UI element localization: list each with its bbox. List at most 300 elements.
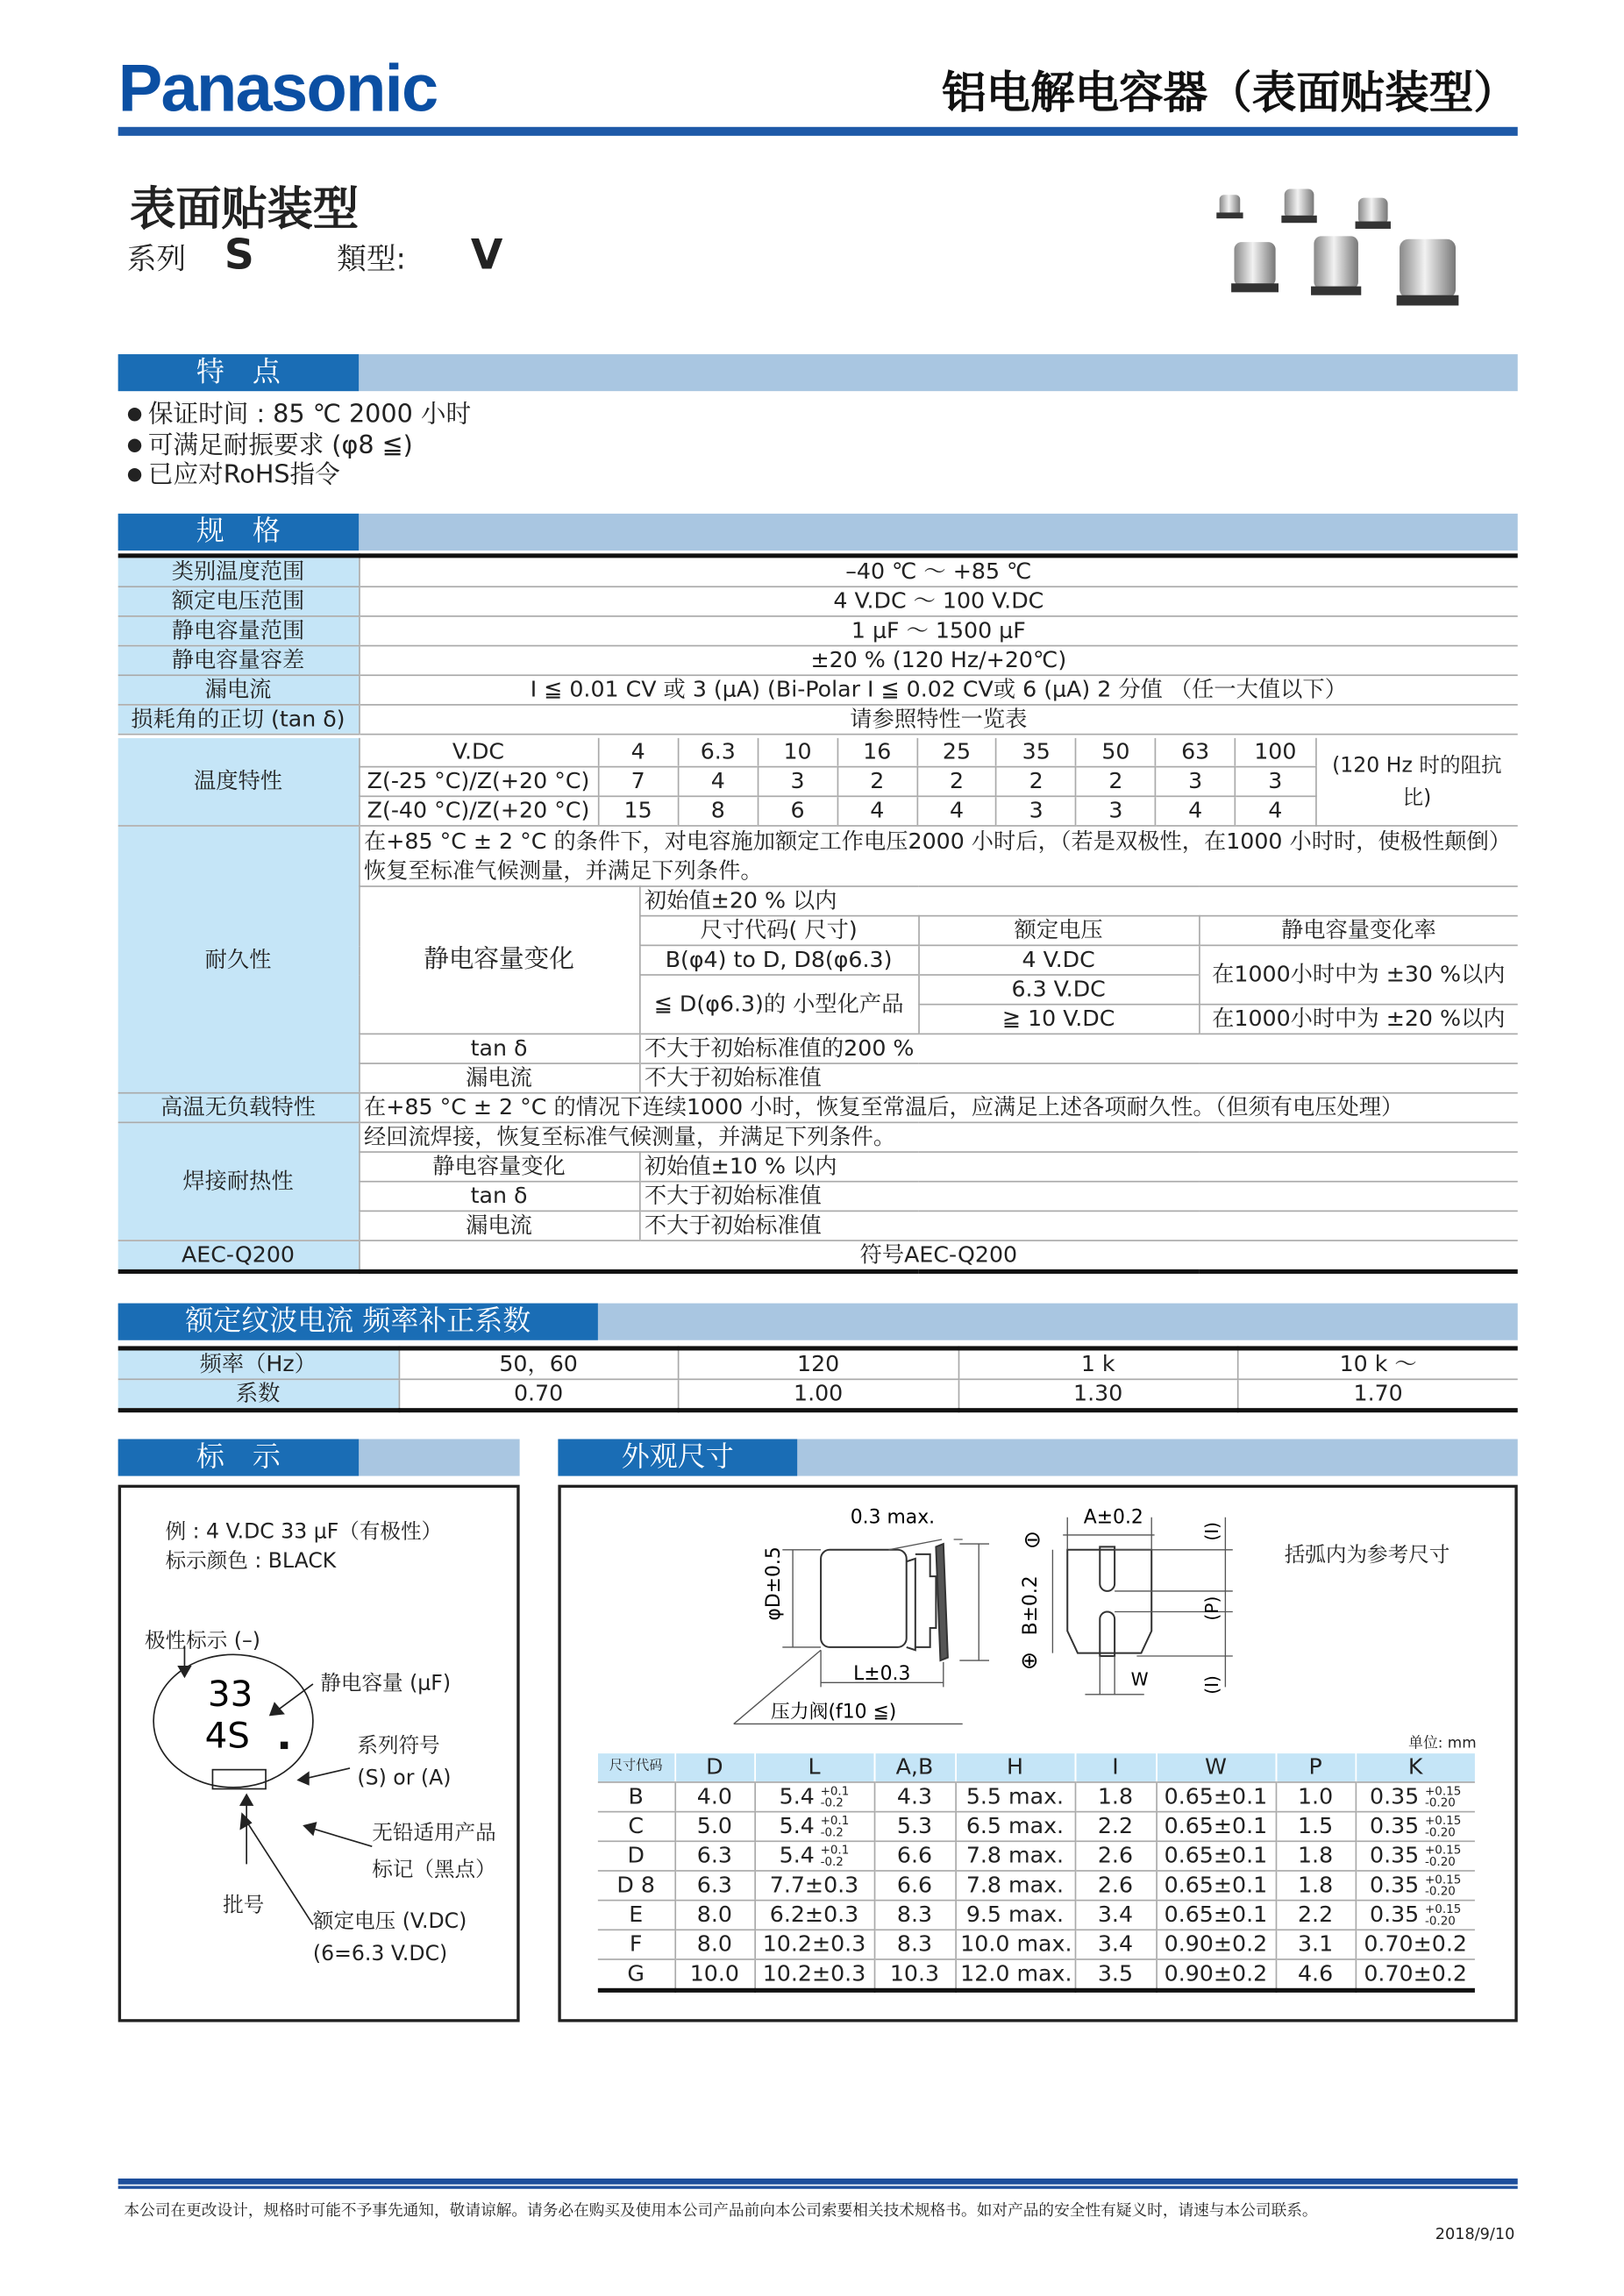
dim-cell-k <box>1356 1959 1475 1990</box>
aec-label: AEC-Q200 <box>118 1240 359 1271</box>
voltage-label-2: (6=6.3 V.DC) <box>312 1942 448 1966</box>
document-title: 铝电解电容器（表面贴装型） <box>942 68 1518 120</box>
dim-value: 0.65±0.1 <box>1164 1812 1268 1839</box>
spec-label: 漏电流 <box>118 675 359 705</box>
col-voltage: 额定电压 <box>918 916 1199 946</box>
unit-label: 单位: mm <box>1408 1735 1477 1752</box>
header-divider <box>118 127 1518 136</box>
spec-table-basic <box>118 553 1518 735</box>
terminal-top <box>1100 1546 1115 1591</box>
tolerance-lower: -0.20 <box>1424 1913 1456 1927</box>
tolerance-lower: -0.2 <box>820 1795 844 1809</box>
temp-label: 温度特性 <box>118 738 359 826</box>
dimensions-heading: 外观尺寸 <box>558 1439 797 1476</box>
dim-value: 0.65±0.1 <box>1164 1842 1268 1869</box>
minus-polarity-icon: ⊖ <box>1022 1526 1042 1553</box>
tolerance <box>1424 1842 1462 1868</box>
footer-disclaimer: 本公司在更改设计，规格时可能不予事先通知，敬请谅解。请务必在购买及使用本公司产品前向本公司索要相关技术规格书。如对产品的安全性有疑义时，请速与本公司联系。 <box>124 2201 1318 2221</box>
endurance-tan-value: 不大于初始标准值的200 % <box>639 1034 1518 1063</box>
dim-value: 8.3 <box>896 1901 933 1928</box>
dim-cell-i <box>1075 1782 1157 1812</box>
dim-value: E <box>629 1901 644 1928</box>
dim-value: 2.2 <box>1297 1901 1334 1928</box>
z40-cell: 4 <box>1236 797 1315 825</box>
reference-note: 括弧内为参考尺寸 <box>1284 1544 1450 1567</box>
series-line <box>127 231 503 280</box>
dim-cell-i <box>1075 1959 1157 1990</box>
tolerance-lower: -0.20 <box>1424 1854 1456 1868</box>
feature-item: ● 已应对RoHS指令 <box>127 460 471 491</box>
z25-label: Z(-25 °C)/Z(+20 °C) <box>359 767 598 797</box>
dim-value: D <box>627 1842 645 1869</box>
capacitor-neck <box>907 1559 915 1650</box>
dim-cell-k <box>1356 1871 1475 1901</box>
dimension-drawing <box>561 1488 1515 1753</box>
dim-value: 1.8 <box>1297 1842 1334 1869</box>
dim-value: 3.5 <box>1097 1959 1134 1987</box>
solder-label: 焊接耐热性 <box>118 1122 359 1240</box>
coef-label: 系数 <box>118 1379 399 1410</box>
z40-cell: 4 <box>837 797 917 825</box>
coef-cell: 1.00 <box>679 1379 958 1410</box>
tolerance-upper: +0.1 <box>820 1813 850 1827</box>
z40-label: Z(-40 °C)/Z(+20 °C) <box>359 796 598 826</box>
marking-heading: 标 示 <box>118 1439 359 1476</box>
dim-cell-i <box>1075 1841 1157 1871</box>
dim-cell-h <box>955 1871 1074 1901</box>
z40-cell: 8 <box>678 797 758 825</box>
dim-value: 1.8 <box>1097 1782 1134 1810</box>
capacitor-base-side <box>915 1554 937 1647</box>
capacitance-label: 静电容量 (μF) <box>320 1672 452 1696</box>
z40-cell: 15 <box>623 797 652 824</box>
footer-divider <box>118 2179 1518 2185</box>
dim-column-header: H <box>955 1753 1074 1782</box>
freq-cell: 10 k ～ <box>1238 1348 1518 1379</box>
gap-label: 0.3 max. <box>850 1506 936 1529</box>
capacitor-image <box>1216 195 1243 218</box>
dim-row <box>598 1930 1475 1959</box>
dim-column-header: I <box>1075 1753 1157 1782</box>
endurance-tan-label: tan δ <box>359 1034 639 1063</box>
dim-value: D 8 <box>616 1871 655 1899</box>
dim-cell-d <box>674 1812 754 1842</box>
dim-cell-ab <box>874 1930 956 1959</box>
features-heading: 特 点 <box>118 354 359 391</box>
leadfree-label-2: 标记（黑点） <box>372 1858 496 1882</box>
leadfree-label-1: 无铅适用产品 <box>372 1821 496 1845</box>
w-label: W <box>1130 1668 1149 1690</box>
voltage-3: ≧ 10 V.DC <box>918 1005 1199 1034</box>
dim-cell-p <box>1276 1901 1356 1930</box>
dim-cell-ab <box>874 1782 956 1812</box>
dim-cell-w <box>1156 1812 1275 1842</box>
spec-value: 4 V.DC ～ 100 V.DC <box>359 586 1518 616</box>
type-label: 類型: <box>337 240 406 276</box>
dim-cell-h <box>955 1782 1074 1812</box>
dim-cell-p <box>1276 1959 1356 1990</box>
dim-value: 0.65±0.1 <box>1164 1901 1268 1928</box>
dim-cell-i <box>1075 1871 1157 1901</box>
tolerance <box>1425 1785 1461 1809</box>
terminal-bottom <box>1100 1611 1115 1656</box>
dim-cell-k <box>1356 1782 1475 1812</box>
b-label: B±0.2 <box>1019 1575 1042 1636</box>
dim-cell-code <box>598 1812 675 1842</box>
solder-cap-value: 初始值±10 % 以内 <box>639 1152 1518 1182</box>
dim-column-header: P <box>1276 1753 1356 1782</box>
col-rate: 静电容量变化率 <box>1199 916 1518 946</box>
coef-cell: 0.70 <box>399 1379 679 1410</box>
dim-cell-d <box>674 1959 754 1990</box>
dim-value: 1.5 <box>1297 1812 1334 1839</box>
tolerance-upper: +0.1 <box>820 1842 850 1857</box>
dim-cell-w <box>1156 1959 1275 1990</box>
spec-row <box>118 616 1518 646</box>
size-1: B(φ4) to D, D8(φ6.3) <box>639 945 918 975</box>
dim-value: 0.35 <box>1370 1842 1420 1869</box>
z40-cell: 6 <box>758 797 837 825</box>
p-label: (P) <box>1200 1596 1222 1621</box>
spec-value: 1 μF ～ 1500 μF <box>359 616 1518 646</box>
z40-cell: 3 <box>996 797 1076 825</box>
rate-1: 在1000小时中为 ±30 %以内 <box>1199 945 1518 1004</box>
tolerance-upper: +0.15 <box>1424 1901 1462 1916</box>
z25-cell: 3 <box>758 767 837 795</box>
dim-value: 0.35 <box>1370 1871 1420 1899</box>
dim-value: 6.6 <box>896 1842 933 1869</box>
dim-value: 6.6 <box>896 1871 933 1899</box>
dim-value: 10.0 <box>689 1959 739 1987</box>
dim-column-header: W <box>1156 1753 1275 1782</box>
z25-cell: 2 <box>996 767 1076 795</box>
voltage-cell: 50 <box>1076 738 1156 766</box>
z40-cell: 4 <box>1156 797 1236 825</box>
dim-value: 5.4 <box>779 1782 815 1810</box>
solder-tan-label: tan δ <box>359 1182 639 1212</box>
voltage-cells <box>598 738 1315 767</box>
freq-cell: 50，60 <box>399 1348 679 1379</box>
spec-label: 类别温度范围 <box>118 556 359 586</box>
dim-row <box>598 1782 1475 1812</box>
spec-row <box>118 586 1518 616</box>
coef-cell: 1.70 <box>1238 1379 1518 1410</box>
dim-value: 1.0 <box>1297 1782 1334 1810</box>
type-value: V <box>470 230 503 280</box>
spec-value: –40 ℃ ～ +85 ℃ <box>359 556 1518 586</box>
features-list <box>127 400 471 491</box>
endurance-leak-value: 不大于初始标准值 <box>639 1063 1518 1093</box>
solder-intro: 经回流焊接，恢复至标准气候测量，并满足下列条件。 <box>359 1122 1518 1152</box>
specs-section-header <box>118 514 1518 551</box>
voltage-cell: 10 <box>758 738 837 766</box>
voltage-1: 4 V.DC <box>918 945 1199 975</box>
endurance-cap-value: 初始值±20 % 以内 <box>639 886 1518 916</box>
dim-value: 5.4 <box>779 1842 815 1869</box>
voltage-cell: 6.3 <box>678 738 758 766</box>
feature-item: ● 可满足耐振要求 (φ8 ≦) <box>127 430 471 461</box>
dim-value: 0.90±0.2 <box>1164 1930 1268 1958</box>
dim-cell-l <box>754 1782 873 1812</box>
tolerance-lower: -0.20 <box>1424 1795 1456 1809</box>
spec-label: 静电容量容差 <box>118 646 359 676</box>
dim-value: 4.3 <box>896 1782 933 1810</box>
mark-voltage-series: 4S <box>204 1714 250 1757</box>
dim-value: 8.0 <box>696 1901 732 1928</box>
dim-cell-l <box>754 1871 873 1901</box>
dim-value: 10.2±0.3 <box>762 1959 866 1987</box>
dim-cell-p <box>1276 1782 1356 1812</box>
dim-cell-w <box>1156 1782 1275 1812</box>
dim-value: 5.5 max. <box>965 1782 1065 1810</box>
capacitor-base-bottom <box>1067 1550 1151 1653</box>
tolerance-lower: -0.2 <box>820 1854 844 1868</box>
dim-cell-l <box>754 1959 873 1990</box>
dim-cell-k <box>1356 1901 1475 1930</box>
z25-cell: 2 <box>837 767 917 795</box>
valve-label: 压力阀(f10 ≦) <box>770 1701 897 1724</box>
series-label: 系列 <box>126 240 187 276</box>
tolerance-lower: -0.20 <box>1424 1824 1456 1838</box>
product-title: 表面贴装型 <box>130 182 360 237</box>
leadfree-dot <box>281 1742 288 1749</box>
spec-value: I ≦ 0.01 CV 或 3 (μA) (Bi-Polar I ≦ 0.02 CV或 6 (μA) 2 分值 （任一大值以下） <box>359 675 1518 705</box>
spec-label: 损耗角的正切 (tan δ) <box>118 705 359 735</box>
voltage-cell: 100 <box>1236 738 1315 766</box>
dim-cell-w <box>1156 1871 1275 1901</box>
capacitor-image <box>1356 198 1391 229</box>
spec-value: 请参照特性一览表 <box>359 705 1518 735</box>
dim-value: 0.70±0.2 <box>1364 1959 1467 1987</box>
z25-cell: 3 <box>1156 767 1236 795</box>
solder-cap-label: 静电容量变化 <box>359 1152 639 1182</box>
dim-row <box>598 1959 1475 1990</box>
dim-value: 1.8 <box>1297 1871 1334 1899</box>
dim-value: C <box>628 1812 645 1839</box>
aec-value: 符号AEC-Q200 <box>359 1240 1518 1271</box>
lot-label: 批号 <box>223 1894 265 1917</box>
capacitor-image <box>1397 239 1459 306</box>
dim-value: 10.2±0.3 <box>762 1930 866 1958</box>
dim-value: 0.35 <box>1370 1782 1420 1810</box>
dim-cell-h <box>955 1841 1074 1871</box>
specs-heading: 规 格 <box>118 514 359 551</box>
dim-cell-i <box>1075 1901 1157 1930</box>
z25-cell: 7 <box>630 767 645 794</box>
dim-value: 5.0 <box>696 1812 732 1839</box>
capacitor-image <box>1311 236 1361 295</box>
dim-cell-ab <box>874 1841 956 1871</box>
dim-column-header: K <box>1356 1753 1475 1782</box>
spec-table-endurance <box>118 827 1518 1274</box>
dim-value: 12.0 max. <box>960 1959 1072 1987</box>
dim-column-header: A,B <box>874 1753 956 1782</box>
dim-cell-p <box>1276 1812 1356 1842</box>
dim-cell-d <box>674 1782 754 1812</box>
dim-cell-ab <box>874 1959 956 1990</box>
dim-cell-d <box>674 1930 754 1959</box>
tolerance <box>1425 1903 1461 1927</box>
i-bottom-label: (I) <box>1200 1675 1222 1695</box>
capacitor-body-side <box>821 1550 907 1647</box>
dim-value: 7.8 max. <box>965 1871 1065 1899</box>
dim-cell-code <box>598 1841 675 1871</box>
footer-date: 2018/9/10 <box>1435 2225 1515 2244</box>
ripple-table <box>118 1346 1518 1412</box>
z40-cells <box>598 796 1315 826</box>
dim-cell-h <box>955 1812 1074 1842</box>
dim-cell-p <box>1276 1841 1356 1871</box>
dim-value: 0.65±0.1 <box>1164 1782 1268 1810</box>
shelf-value: 在+85 °C ± 2 °C 的情况下连续1000 小时，恢复至常温后，应满足上述各项耐久性。（但须有电压处理） <box>359 1093 1518 1123</box>
ripple-section-header <box>118 1304 1518 1340</box>
voltage-2: 6.3 V.DC <box>918 975 1199 1005</box>
capacitor-image <box>1231 242 1279 292</box>
dim-column-header: 尺寸代码 <box>598 1753 675 1782</box>
dim-cell-d <box>674 1901 754 1930</box>
dim-cell-i <box>1075 1812 1157 1842</box>
dim-cell-code <box>598 1930 675 1959</box>
tolerance-lower: -0.20 <box>1424 1884 1456 1898</box>
freq-label: 频率（Hz） <box>118 1348 399 1379</box>
dim-value: 3.4 <box>1097 1930 1134 1958</box>
dim-value: 10.3 <box>889 1959 940 1987</box>
dim-value: 7.7±0.3 <box>769 1871 859 1899</box>
solder-leak-value: 不大于初始标准值 <box>639 1211 1518 1240</box>
dim-cell-ab <box>874 1901 956 1930</box>
endurance-intro: 在+85 °C ± 2 °C 的条件下，对电容施加额定工作电压2000 小时后，（若是双极性，在1000 小时时，使极性颠倒）恢复至标准气候测量，并满足下列条件。 <box>359 827 1518 886</box>
dim-cell-code <box>598 1901 675 1930</box>
rate-2: 在1000小时中为 ±20 %以内 <box>1199 1005 1518 1034</box>
dim-cell-p <box>1276 1871 1356 1901</box>
polarity-label: 极性标示 (–) <box>144 1629 260 1653</box>
dim-cell-w <box>1156 1930 1275 1959</box>
voltage-cell: 25 <box>917 738 997 766</box>
endurance-label: 耐久性 <box>118 827 359 1093</box>
coef-cell: 1.30 <box>958 1379 1238 1410</box>
dim-value: 6.3 <box>696 1871 732 1899</box>
capacitor-product-photo <box>1211 177 1477 317</box>
dim-cell-d <box>674 1871 754 1901</box>
spec-row <box>118 705 1518 735</box>
features-section-header <box>118 354 1518 391</box>
dim-value: 8.0 <box>696 1930 732 1958</box>
shelf-label: 高温无负载特性 <box>118 1093 359 1123</box>
voltage-cell: 4 <box>630 737 645 765</box>
tolerance <box>821 1815 850 1838</box>
dim-cell-h <box>955 1959 1074 1990</box>
dim-value: 0.65±0.1 <box>1164 1871 1268 1899</box>
series-options-label: (S) or (A) <box>357 1766 452 1791</box>
dim-row <box>598 1871 1475 1901</box>
dim-value: 6.3 <box>696 1842 732 1869</box>
dim-value: 6.5 max. <box>965 1812 1065 1839</box>
dim-cell-k <box>1356 1841 1475 1871</box>
dim-column-header: D <box>674 1753 754 1782</box>
dim-value: 0.70±0.2 <box>1364 1930 1467 1958</box>
dim-value: 5.4 <box>779 1812 815 1839</box>
dim-value: G <box>627 1959 645 1987</box>
feature-item: ● 保证时间 : 85 ℃ 2000 小时 <box>127 400 471 430</box>
z25-cell: 2 <box>917 767 997 795</box>
a-label: A±0.2 <box>1083 1506 1143 1529</box>
marking-box <box>118 1485 520 2022</box>
series-value: S <box>224 230 254 280</box>
dim-cell-l <box>754 1812 873 1842</box>
terminal-side <box>936 1544 947 1660</box>
tolerance <box>1425 1815 1461 1838</box>
mark-capacitance: 33 <box>207 1673 253 1716</box>
spec-label: 额定电压范围 <box>118 586 359 616</box>
tolerance <box>820 1842 850 1868</box>
tolerance-upper: +0.1 <box>820 1783 850 1797</box>
dim-row <box>598 1841 1475 1871</box>
spec-row <box>118 675 1518 705</box>
diameter-label: φD±0.5 <box>762 1546 785 1621</box>
dim-cell-w <box>1156 1901 1275 1930</box>
dim-value: 0.90±0.2 <box>1164 1959 1268 1987</box>
dim-value: 10.0 max. <box>960 1930 1072 1958</box>
dim-cell-k <box>1356 1812 1475 1842</box>
dim-value: 4.6 <box>1297 1959 1334 1987</box>
dim-cell-p <box>1276 1930 1356 1959</box>
plus-polarity-icon: ⊕ <box>1020 1647 1039 1674</box>
dim-cell-i <box>1075 1930 1157 1959</box>
dimension-table <box>598 1753 1475 1993</box>
ripple-heading: 额定纹波电流 频率补正系数 <box>118 1304 598 1340</box>
dim-cell-l <box>754 1901 873 1930</box>
dim-cell-l <box>754 1930 873 1959</box>
spec-row <box>118 646 1518 676</box>
footer-divider-thin <box>118 2186 1518 2188</box>
tolerance-lower: -0.2 <box>820 1824 844 1838</box>
dim-value: 6.2±0.3 <box>769 1901 859 1928</box>
tolerance-upper: +0.15 <box>1424 1872 1462 1886</box>
endurance-cap-label: 静电容量变化 <box>359 886 639 1034</box>
dim-cell-code <box>598 1871 675 1901</box>
voltage-label-1: 额定电压 (V.DC) <box>312 1909 467 1934</box>
dim-cell-code <box>598 1782 675 1812</box>
z25-cells <box>598 767 1315 797</box>
z25-cell: 3 <box>1236 767 1315 795</box>
dim-value: 3.4 <box>1097 1901 1134 1928</box>
z25-cell: 4 <box>678 767 758 795</box>
dim-value: 9.5 max. <box>965 1901 1065 1928</box>
spec-value: ±20 % (120 Hz/+20℃) <box>359 646 1518 676</box>
dim-value: 2.2 <box>1097 1812 1134 1839</box>
dim-value: 0.35 <box>1370 1901 1420 1928</box>
series-symbol-label: 系列符号 <box>357 1734 440 1759</box>
temp-note: (120 Hz 时的阻抗比) <box>1315 738 1518 826</box>
dim-row <box>598 1812 1475 1842</box>
dim-cell-k <box>1356 1930 1475 1959</box>
dim-cell-l <box>754 1841 873 1871</box>
dim-value: 5.3 <box>896 1812 933 1839</box>
tolerance-upper: +0.15 <box>1424 1783 1462 1797</box>
endurance-leak-label: 漏电流 <box>359 1063 639 1093</box>
tolerance-upper: +0.15 <box>1424 1842 1462 1857</box>
dim-cell-h <box>955 1901 1074 1930</box>
dimensions-section-header <box>558 1439 1517 1476</box>
z40-cell: 4 <box>917 797 997 825</box>
dim-value: 4.0 <box>696 1782 732 1810</box>
marking-color: 标示颜色 : BLACK <box>165 1549 337 1574</box>
solder-leak-label: 漏电流 <box>359 1211 639 1240</box>
voltage-cell: 16 <box>837 738 917 766</box>
dim-value: 0.35 <box>1370 1812 1420 1839</box>
dim-value: B <box>628 1782 644 1810</box>
dim-row <box>598 1901 1475 1930</box>
